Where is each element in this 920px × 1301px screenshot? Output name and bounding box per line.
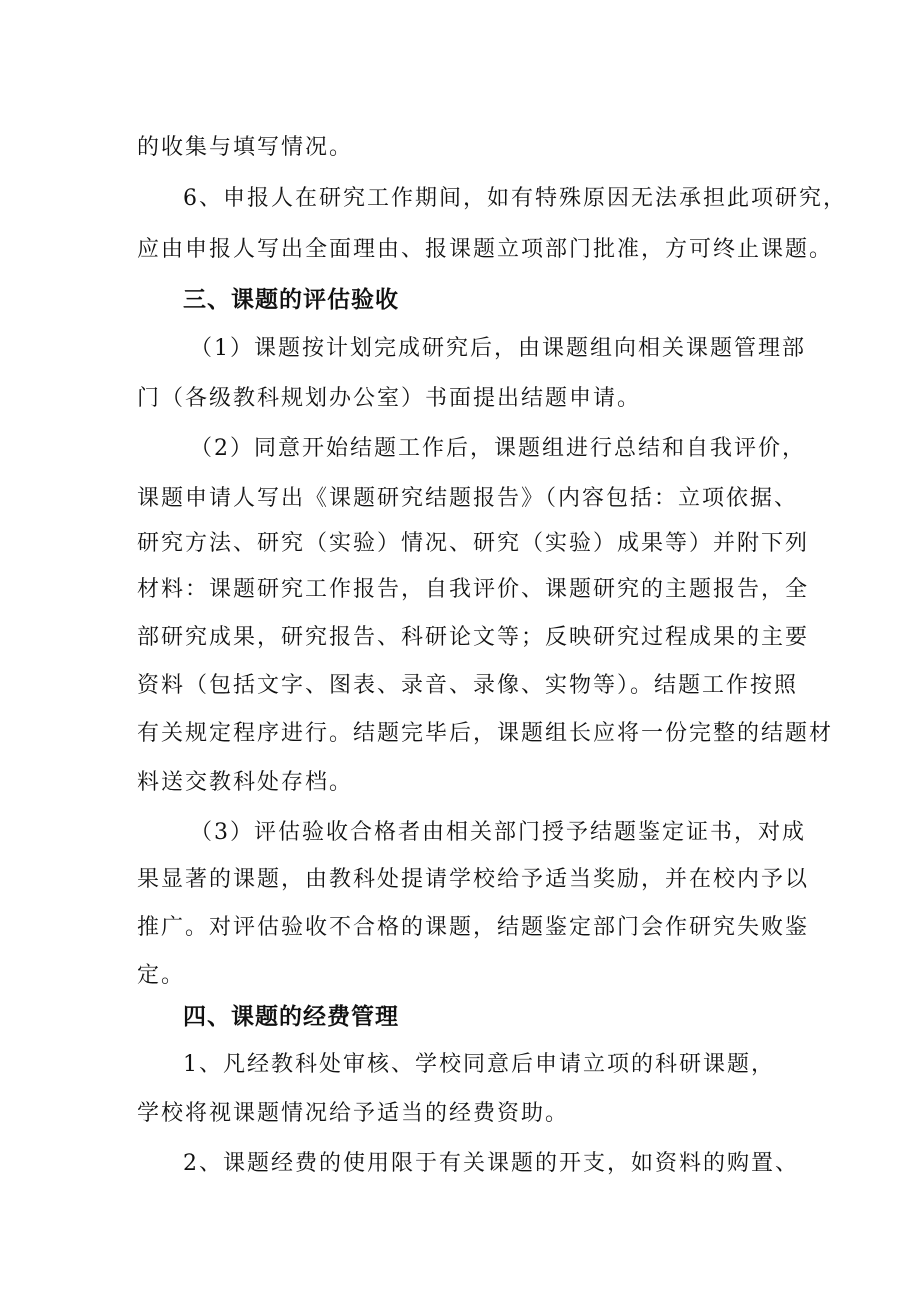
paragraph-line: 应由申报人写出全面理由、报课题立项部门批准，方可终止课题。 bbox=[137, 237, 834, 262]
paragraph-line: （3）评估验收合格者由相关部门授予结题鉴定证书，对成 bbox=[190, 820, 806, 845]
paragraph-line: 6、申报人在研究工作期间，如有特殊原因无法承担此项研究， bbox=[183, 186, 847, 211]
paragraph-line: 料送交教科处存档。 bbox=[137, 770, 354, 795]
paragraph-line: 推广。对评估验收不合格的课题，结题鉴定部门会作研究失败鉴 bbox=[137, 915, 810, 940]
paragraph-line: 研究方法、研究（实验）情况、研究（实验）成果等）并附下列 bbox=[137, 531, 810, 556]
paragraph-line: 1、凡经教科处审核、学校同意后申请立项的科研课题， bbox=[183, 1052, 775, 1077]
paragraph-line: 部研究成果，研究报告、科研论文等；反映研究过程成果的主要 bbox=[137, 625, 810, 650]
paragraph-line: 材料：课题研究工作报告，自我评价、课题研究的主题报告，全 bbox=[137, 577, 810, 602]
paragraph-line: 门（各级教科规划办公室）书面提出结题申请。 bbox=[137, 386, 642, 411]
paragraph-line: 的收集与填写情况。 bbox=[137, 135, 354, 160]
paragraph-line: （2）同意开始结题工作后，课题组进行总结和自我评价， bbox=[190, 436, 806, 461]
paragraph-line: 学校将视课题情况给予适当的经费资助。 bbox=[137, 1101, 570, 1126]
paragraph-line: 果显著的课题，由教科处提请学校给予适当奖励，并在校内予以 bbox=[137, 867, 810, 892]
paragraph-line: 课题申请人写出《课题研究结题报告》（内容包括：立项依据、 bbox=[137, 486, 799, 511]
paragraph-line: 资料（包括文字、图表、录音、录像、实物等）。结题工作按照 bbox=[137, 673, 799, 698]
paragraph-line: 2、课题经费的使用限于有关课题的开支，如资料的购置、 bbox=[183, 1151, 799, 1176]
paragraph-line: 定。 bbox=[137, 963, 186, 988]
paragraph-line: （1）课题按计划完成研究后，由课题组向相关课题管理部 bbox=[190, 336, 806, 361]
paragraph-line: 有关规定程序进行。结题完毕后，课题组长应将一份完整的结题材 bbox=[137, 721, 834, 746]
section-heading: 四、课题的经费管理 bbox=[183, 1004, 399, 1030]
section-heading: 三、课题的评估验收 bbox=[183, 287, 399, 313]
